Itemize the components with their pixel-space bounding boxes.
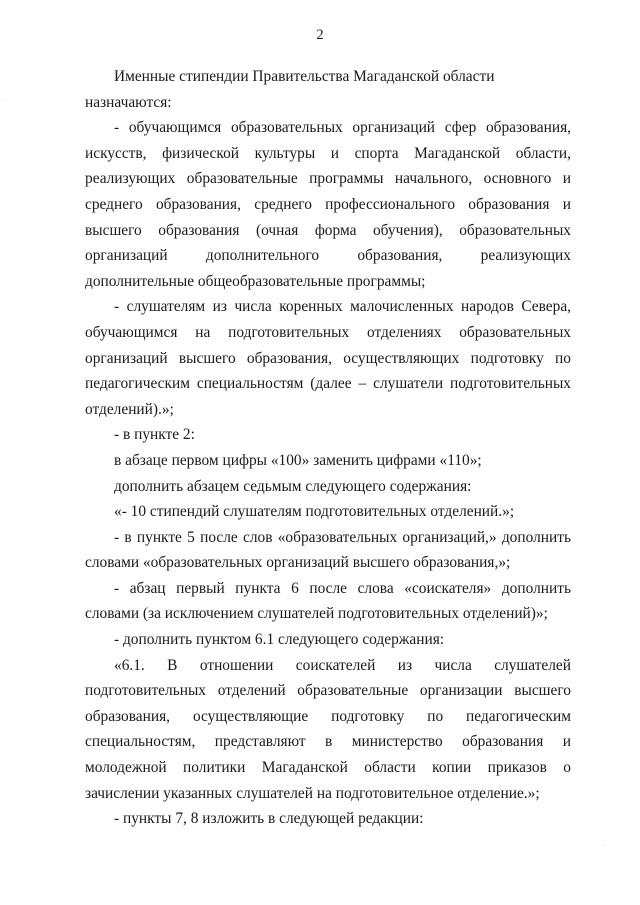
paragraph-students: - обучающимся образовательных организаций сфер образования, искусств, физической культуры и спорта Магаданской области, реализующих образовательные программы начального, основного и среднего образования, среднего профессионального образования и высшего образования (очная форма обучения), образовательных организаций дополнительного образования, реализующих дополнительные общеобразовательные программы; xyxy=(85,119,571,290)
paragraph-point-6: - абзац первый пункта 6 после слова «соискателя» дополнить словами (за исключением слушателей подготовительных отделений)»; xyxy=(85,579,571,623)
paragraph-ten-scholarships: «- 10 стипендий слушателям подготовительных отделений.»; xyxy=(114,503,515,521)
paragraph-point-2: - в пункте 2: xyxy=(114,426,195,444)
scan-speck: · xyxy=(603,842,606,851)
document-body xyxy=(85,64,571,832)
paragraph-6-1-text: «6.1. В отношении соискателей из числа слушателей подготовительных отделений образовательные организации высшего образования, осуществляющие подготовку по педагогическим специальностям, представляют в министерство образования и молодежной политики Магаданской области копии приказов о зачислении указанных слушателей на подготовительное отделение.»; xyxy=(85,656,571,802)
paragraph-points-7-8: - пункты 7, 8 изложить в следующей редакции: xyxy=(114,810,424,828)
paragraph-add-6-1: - дополнить пунктом 6.1 следующего содержания: xyxy=(114,631,445,649)
page-number: 2 xyxy=(316,27,324,43)
scan-speck: · xyxy=(4,96,7,105)
paragraph-intro: Именные стипендии Правительства Магаданской области назначаются: xyxy=(85,68,495,111)
paragraph-figures-change: в абзаце первом цифры «100» заменить цифрами «110»; xyxy=(114,451,482,469)
paragraph-listeners: - слушателям из числа коренных малочисленных народов Севера, обучающимся на подготовительных отделениях образовательных организаций высшего образования, осуществляющих подготовку по педагогическим специальностям (далее – слушатели подготовительных отделений).»; xyxy=(85,298,571,418)
paragraph-add-seventh: дополнить абзацем седьмым следующего содержания: xyxy=(114,477,472,495)
paragraph-point-5: - в пункте 5 после слов «образовательных организаций,» дополнить словами «образовательных организаций высшего образования,»; xyxy=(85,528,571,572)
